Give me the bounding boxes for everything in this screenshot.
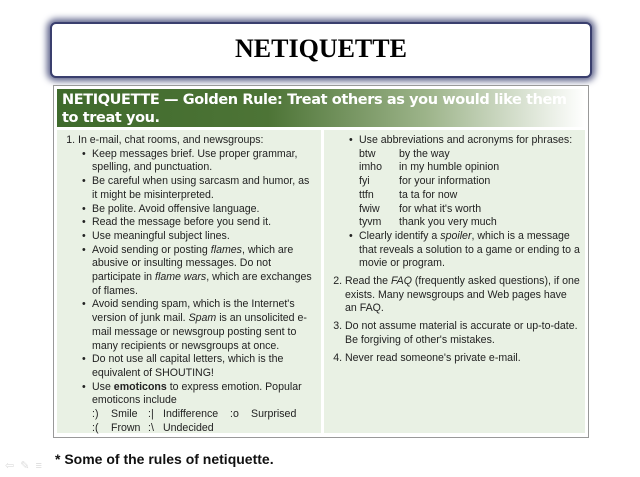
pen-icon[interactable]: ✎ — [20, 460, 36, 472]
bullet: • Keep messages brief. Use proper grammar, spelling, and punctuation. — [92, 148, 317, 175]
bullet-spam: • Avoid sending spam, which is the Internet's version of junk mail. Spam is an unsolicited e-mail message or newsgroup posting sent to many recipients or newsgroups at once. — [92, 298, 317, 353]
abbreviation-table: btw by the way imho in my humble opinion fyi for your information ttfn ta ta for now fwiw for what it's worth tyvm thank you very much — [359, 147, 500, 229]
emoticon-table: :) Smile :| Indifference :o Surprised :( Frown :\ Undecided — [92, 408, 297, 434]
rule-1-intro: In e-mail, chat rooms, and newsgroups: — [78, 134, 264, 146]
bullet: • Be careful when using sarcasm and humor, as it might be misinterpreted. — [92, 175, 317, 202]
rule-3: 3. Do not assume material is accurate or up-to-date. Be forgiving of other's mistakes. — [345, 320, 581, 347]
bullet-spoiler: • Clearly identify a spoiler, which is a message that reveals a solution to a game or ending to a movie or program. — [359, 230, 581, 271]
slide-nav-controls[interactable] — [5, 459, 48, 472]
menu-icon[interactable]: ≡ — [35, 460, 48, 472]
slide-title-box — [50, 22, 592, 78]
bullet-emoticons: • Use emoticons to express emotion. Popular emoticons include :) Smile :| Indifference :o Surprised :( Frown :\ Undecided — [92, 381, 317, 436]
rule-1 — [78, 134, 317, 435]
figure-header: NETIQUETTE — Golden Rule: Treat others as you would like them to treat you. — [57, 89, 585, 127]
bullet-abbreviations: • Use abbreviations and acronyms for phrases: btw by the way imho in my humble opinion fyi for your information ttfn ta ta for now fwiw for what it's worth tyvm thank you very much — [359, 134, 581, 230]
back-arrow-icon[interactable]: ⇦ — [5, 460, 21, 472]
bullet: • Read the message before you send it. — [92, 216, 317, 230]
bullet: • Do not use all capital letters, which is the equivalent of SHOUTING! — [92, 353, 317, 380]
right-column — [324, 130, 585, 433]
netiquette-figure — [53, 85, 589, 438]
slide-title: NETIQUETTE — [235, 34, 407, 63]
bullet: • Be polite. Avoid offensive language. — [92, 203, 317, 217]
caption: * Some of the rules of netiquette. — [55, 451, 274, 467]
bullet: • Use meaningful subject lines. — [92, 230, 317, 244]
left-column — [57, 130, 321, 433]
rule-4: 4. Never read someone's private e-mail. — [345, 352, 581, 366]
rule-2: 2. Read the FAQ (frequently asked questions), if one exists. Many newsgroups and Web pages have an FAQ. — [345, 275, 581, 316]
bullet-flames: • Avoid sending or posting flames, which are abusive or insulting messages. Do not participate in flame wars, which are exchanges of flames. — [92, 244, 317, 299]
